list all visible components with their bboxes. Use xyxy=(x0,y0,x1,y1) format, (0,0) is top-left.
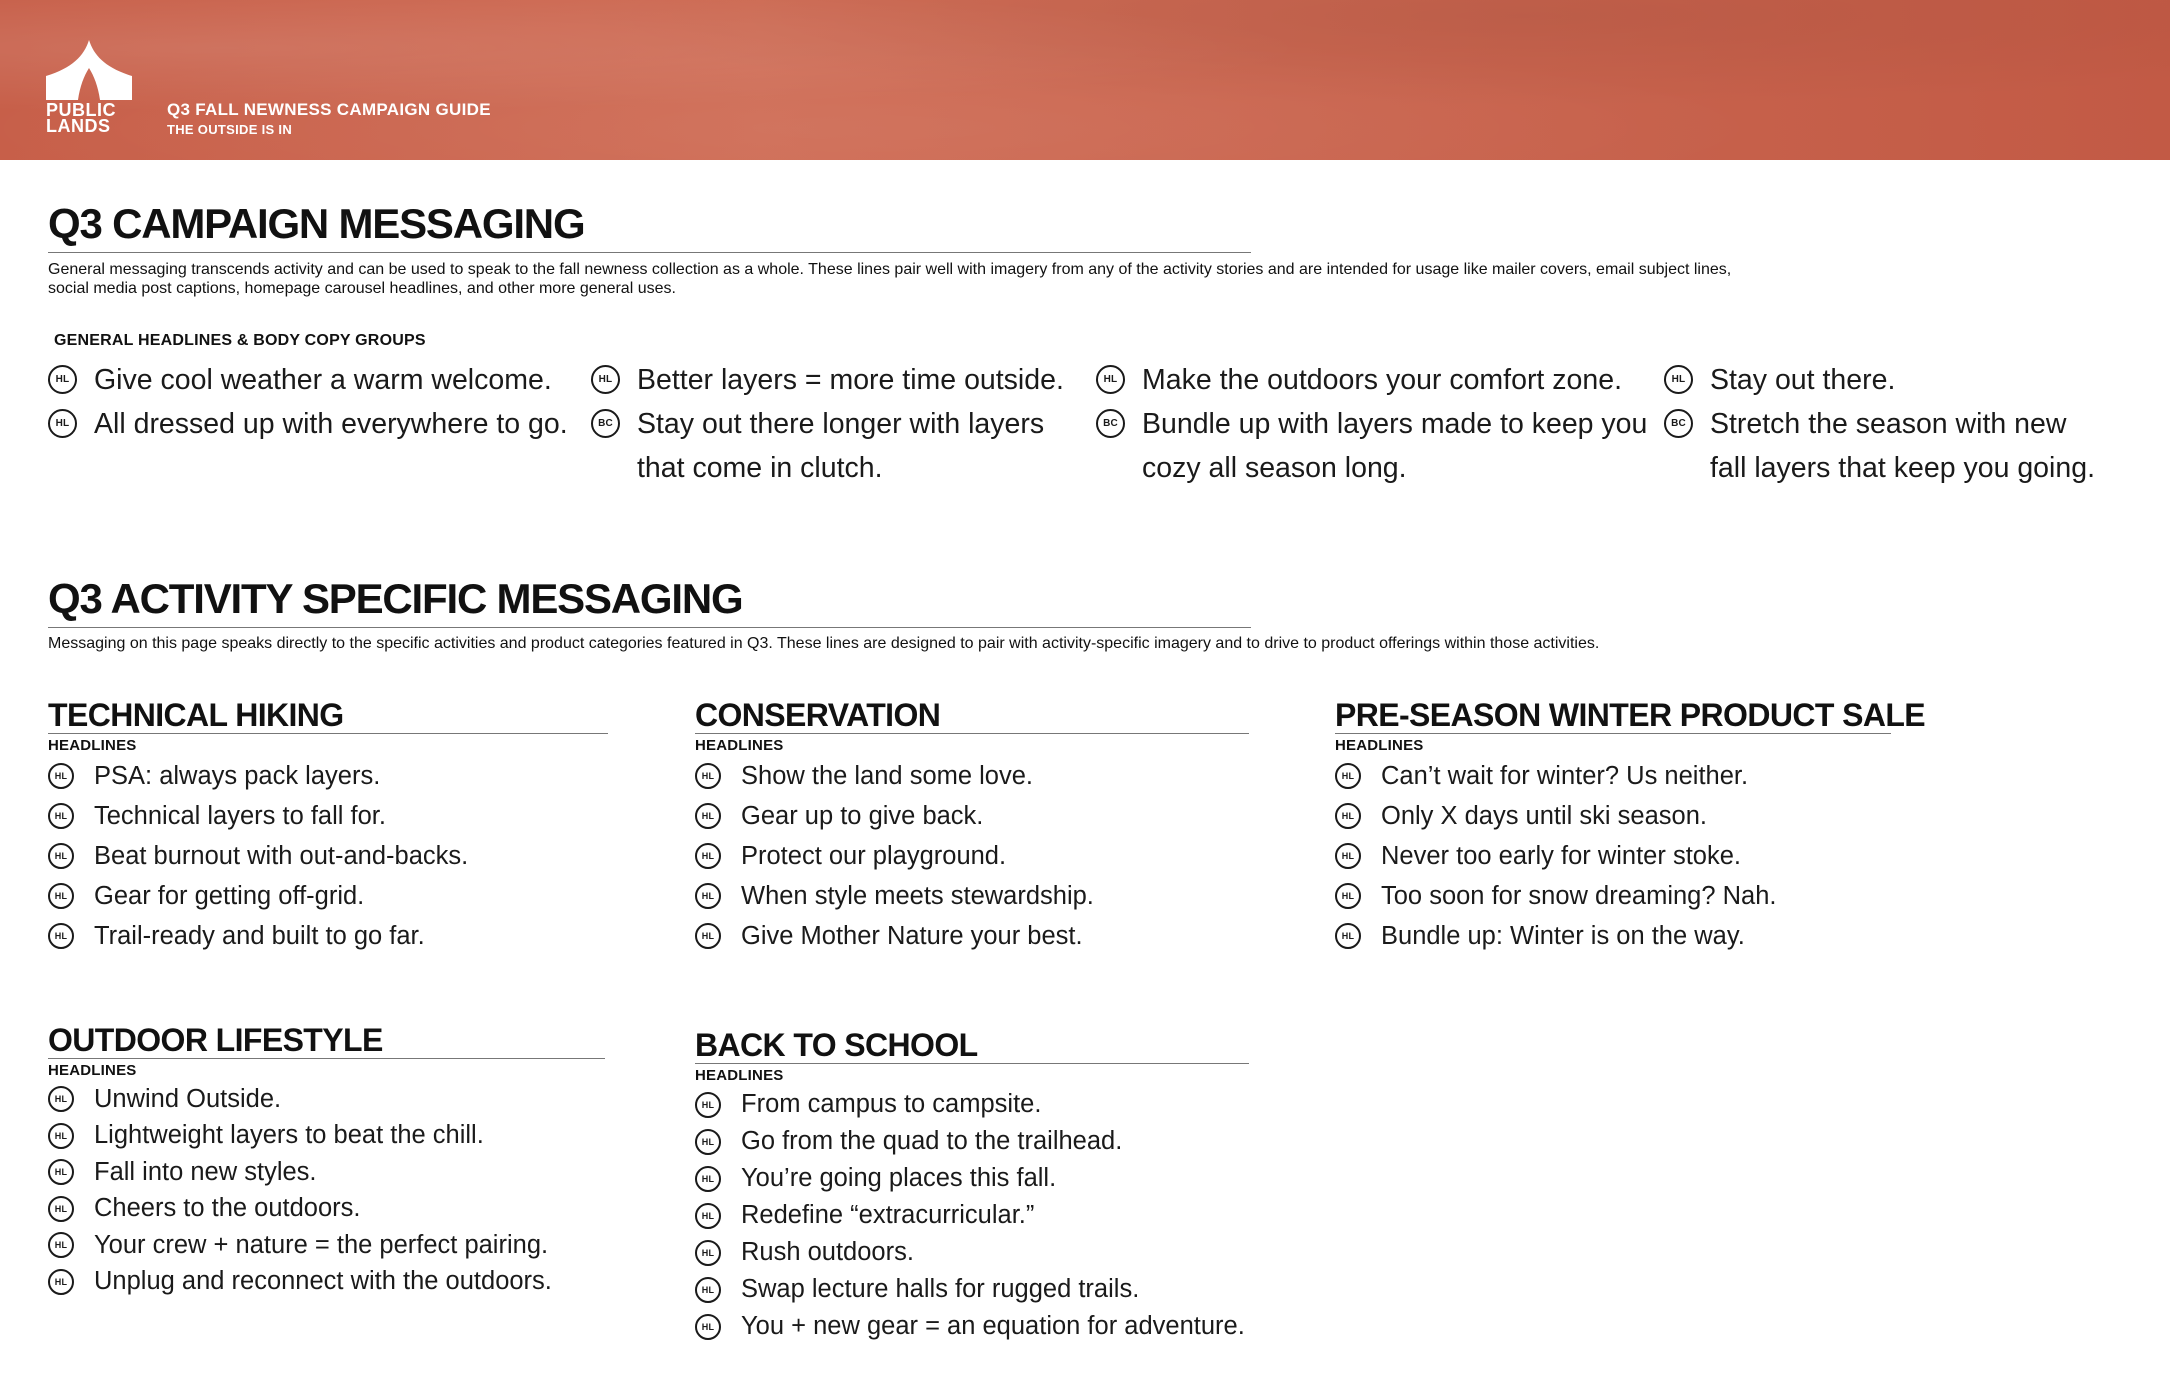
headline-line: Stay out there longer with layers xyxy=(637,408,1045,440)
headline-badge-icon: HL xyxy=(695,1092,721,1118)
body-copy-badge-icon: BC xyxy=(1664,409,1693,438)
headline-badge-icon: HL xyxy=(1335,923,1361,949)
activity-rule xyxy=(48,1058,605,1059)
logo-line-2: LANDS xyxy=(46,116,111,136)
activity-block-conservation xyxy=(695,697,1249,956)
activity-section-description: Messaging on this page speaks directly to the specific activities and product categories featured in Q3. These lines are designed to pair with activity-specific imagery and to drive to product offerings within those activities. xyxy=(48,635,1600,652)
headline-line: fall layers that keep you going. xyxy=(1710,452,2095,484)
list-item xyxy=(695,1123,1249,1160)
headline-line: Make the outdoors your comfort zone. xyxy=(1142,364,1622,396)
list-item xyxy=(695,756,1249,796)
activity-title: BACK TO SCHOOL xyxy=(695,1027,978,1063)
list-item xyxy=(48,916,608,956)
headline-text: Show the land some love. xyxy=(741,761,1034,790)
headline-text: Protect our playground. xyxy=(741,841,1007,870)
list-item xyxy=(1335,876,1925,916)
general-headline-text xyxy=(94,358,552,402)
headline-badge-icon: HL xyxy=(48,883,74,909)
activity-title: PRE-SEASON WINTER PRODUCT SALE xyxy=(1335,697,1926,733)
activity-block-technical-hiking xyxy=(48,697,608,956)
headline-line: Stay out there. xyxy=(1710,364,1896,396)
list-item xyxy=(48,1118,605,1155)
headline-badge-icon: HL xyxy=(695,1203,721,1229)
logo-wordmark xyxy=(46,102,136,134)
headline-badge-icon: HL xyxy=(695,923,721,949)
document-title: Q3 FALL NEWNESS CAMPAIGN GUIDE xyxy=(167,100,491,119)
general-headline-item xyxy=(1664,358,2095,402)
activity-block-outdoor-lifestyle xyxy=(48,1022,605,1300)
headline-text: Swap lecture halls for rugged trails. xyxy=(741,1275,1140,1303)
list-item xyxy=(1335,916,1925,956)
headline-badge-icon: HL xyxy=(48,1159,74,1185)
headline-badge-icon: HL xyxy=(48,763,74,789)
activity-block-pre-season-winter-product-sale xyxy=(1335,697,1925,956)
headline-badge-icon: HL xyxy=(48,843,74,869)
activity-headline-list xyxy=(695,756,1249,956)
general-headline-text xyxy=(1710,358,1895,402)
list-item xyxy=(695,1308,1249,1345)
header-band xyxy=(0,0,2170,160)
headline-badge-icon: HL xyxy=(48,1123,74,1149)
headline-text: Gear up to give back. xyxy=(741,801,984,830)
headline-badge-icon: HL xyxy=(1335,843,1361,869)
headline-badge-icon: HL xyxy=(1335,763,1361,789)
headline-line: Stretch the season with new xyxy=(1710,408,2067,440)
list-item xyxy=(695,1086,1249,1123)
headline-badge-icon: HL xyxy=(695,1277,721,1303)
activity-headline-list xyxy=(48,756,608,956)
headline-badge-icon: HL xyxy=(1096,365,1125,394)
headline-text: Trail-ready and built to go far. xyxy=(94,921,425,950)
general-headline-item xyxy=(1096,402,1647,490)
headline-text: Unplug and reconnect with the outdoors. xyxy=(94,1267,552,1296)
list-item xyxy=(695,1160,1249,1197)
headline-badge-icon: HL xyxy=(48,409,77,438)
headline-badge-icon: HL xyxy=(695,1240,721,1266)
activity-title: OUTDOOR LIFESTYLE xyxy=(48,1022,383,1058)
tent-peak-icon xyxy=(46,28,132,100)
general-headline-text xyxy=(1142,358,1622,402)
headline-badge-icon: HL xyxy=(695,1129,721,1155)
list-item xyxy=(695,916,1249,956)
list-item xyxy=(48,836,608,876)
headline-text: Redefine “extracurricular.” xyxy=(741,1201,1035,1229)
list-item xyxy=(48,876,608,916)
activity-subheading: HEADLINES xyxy=(695,1067,784,1084)
activity-subheading: HEADLINES xyxy=(48,737,137,754)
headline-text: From campus to campsite. xyxy=(741,1090,1042,1118)
headline-text: Gear for getting off-grid. xyxy=(94,881,365,910)
list-item xyxy=(48,1227,605,1264)
list-item xyxy=(48,796,608,836)
headline-line: All dressed up with everywhere to go. xyxy=(94,408,568,440)
activity-headline-list xyxy=(695,1086,1249,1345)
list-item xyxy=(1335,796,1925,836)
list-item xyxy=(695,1197,1249,1234)
activity-title: TECHNICAL HIKING xyxy=(48,697,344,733)
headline-text: Can’t wait for winter? Us neither. xyxy=(1381,761,1749,790)
list-item xyxy=(695,836,1249,876)
list-item xyxy=(1335,756,1925,796)
headline-text: Your crew + nature = the perfect pairing. xyxy=(94,1230,549,1259)
campaign-section-description: General messaging transcends activity and can be used to speak to the fall newness collection as a whole. These lines pair well with imagery from any of the activity stories and are intended for usage like mailer covers, email subject lines, social media post captions, homepage carousel headlines, and other more general uses. xyxy=(48,261,1732,297)
activity-block-back-to-school xyxy=(695,1027,1249,1345)
general-headline-item xyxy=(591,402,1064,490)
general-headline-item xyxy=(1664,402,2095,490)
headline-line: Give cool weather a warm welcome. xyxy=(94,364,552,396)
headline-badge-icon: HL xyxy=(48,365,77,394)
headline-badge-icon: HL xyxy=(48,803,74,829)
headline-text: Cheers to the outdoors. xyxy=(94,1194,361,1223)
general-group-label: GENERAL HEADLINES & BODY COPY GROUPS xyxy=(54,332,426,349)
document-subtitle: THE OUTSIDE IS IN xyxy=(167,122,293,137)
headline-badge-icon: HL xyxy=(1335,803,1361,829)
list-item xyxy=(48,1264,605,1301)
activity-rule xyxy=(48,733,608,734)
headline-text: Go from the quad to the trailhead. xyxy=(741,1127,1123,1155)
headline-badge-icon: HL xyxy=(48,1196,74,1222)
headline-text: Only X days until ski season. xyxy=(1381,801,1707,830)
headline-line: that come in clutch. xyxy=(637,452,883,484)
general-column xyxy=(591,358,1064,490)
list-item xyxy=(48,1191,605,1228)
list-item xyxy=(695,876,1249,916)
activity-subheading: HEADLINES xyxy=(48,1062,137,1079)
headline-text: Lightweight layers to beat the chill. xyxy=(94,1121,484,1150)
general-headline-item xyxy=(48,402,568,446)
activity-subheading: HEADLINES xyxy=(695,737,784,754)
list-item xyxy=(695,1271,1249,1308)
general-headline-text xyxy=(637,402,1044,490)
headline-text: Beat burnout with out-and-backs. xyxy=(94,841,469,870)
campaign-section-title: Q3 CAMPAIGN MESSAGING xyxy=(48,200,585,247)
headline-text: Bundle up: Winter is on the way. xyxy=(1381,921,1745,950)
list-item xyxy=(1335,836,1925,876)
activity-title: CONSERVATION xyxy=(695,697,941,733)
headline-badge-icon: HL xyxy=(695,843,721,869)
headline-badge-icon: HL xyxy=(695,883,721,909)
headline-badge-icon: HL xyxy=(695,1166,721,1192)
headline-text: Fall into new styles. xyxy=(94,1157,317,1186)
logo-line-1: PUBLIC xyxy=(46,100,116,120)
headline-text: Unwind Outside. xyxy=(94,1084,282,1113)
general-headline-text xyxy=(94,402,568,446)
list-item xyxy=(48,756,608,796)
activity-section-rule xyxy=(48,627,1251,628)
headline-badge-icon: HL xyxy=(591,365,620,394)
headline-badge-icon: HL xyxy=(48,1086,74,1112)
public-lands-logo xyxy=(46,28,132,136)
headline-badge-icon: HL xyxy=(695,1314,721,1340)
activity-headline-list xyxy=(48,1081,605,1300)
activity-rule xyxy=(695,1063,1249,1064)
headline-badge-icon: HL xyxy=(48,1269,74,1295)
headline-line: cozy all season long. xyxy=(1142,452,1407,484)
headline-text: Too soon for snow dreaming? Nah. xyxy=(1381,881,1777,910)
list-item xyxy=(48,1081,605,1118)
campaign-section-rule xyxy=(48,252,1251,253)
headline-text: Never too early for winter stoke. xyxy=(1381,841,1741,870)
activity-subheading: HEADLINES xyxy=(1335,737,1424,754)
headline-text: You’re going places this fall. xyxy=(741,1164,1057,1192)
body-copy-badge-icon: BC xyxy=(591,409,620,438)
headline-text: When style meets stewardship. xyxy=(741,881,1094,910)
list-item xyxy=(695,796,1249,836)
headline-badge-icon: HL xyxy=(48,1232,74,1258)
headline-badge-icon: HL xyxy=(1335,883,1361,909)
headline-text: You + new gear = an equation for adventure. xyxy=(741,1312,1245,1340)
general-headline-text xyxy=(1142,402,1647,490)
general-column xyxy=(48,358,568,446)
general-column xyxy=(1096,358,1647,490)
headline-badge-icon: HL xyxy=(1664,365,1693,394)
headline-text: Technical layers to fall for. xyxy=(94,801,386,830)
general-headline-text xyxy=(1710,402,2095,490)
general-headline-item xyxy=(48,358,568,402)
headline-text: Rush outdoors. xyxy=(741,1238,914,1266)
headline-line: Better layers = more time outside. xyxy=(637,364,1064,396)
activity-headline-list xyxy=(1335,756,1925,956)
list-item xyxy=(48,1154,605,1191)
activity-rule xyxy=(1335,733,1891,734)
general-column xyxy=(1664,358,2095,490)
general-headline-item xyxy=(591,358,1064,402)
activity-rule xyxy=(695,733,1249,734)
headline-line: Bundle up with layers made to keep you xyxy=(1142,408,1648,440)
activity-section-title: Q3 ACTIVITY SPECIFIC MESSAGING xyxy=(48,575,743,622)
headline-badge-icon: HL xyxy=(48,923,74,949)
headline-badge-icon: HL xyxy=(695,763,721,789)
headline-text: Give Mother Nature your best. xyxy=(741,921,1083,950)
general-headline-text xyxy=(637,358,1064,402)
headline-text: PSA: always pack layers. xyxy=(94,761,381,790)
body-copy-badge-icon: BC xyxy=(1096,409,1125,438)
list-item xyxy=(695,1234,1249,1271)
general-headline-item xyxy=(1096,358,1647,402)
headline-badge-icon: HL xyxy=(695,803,721,829)
